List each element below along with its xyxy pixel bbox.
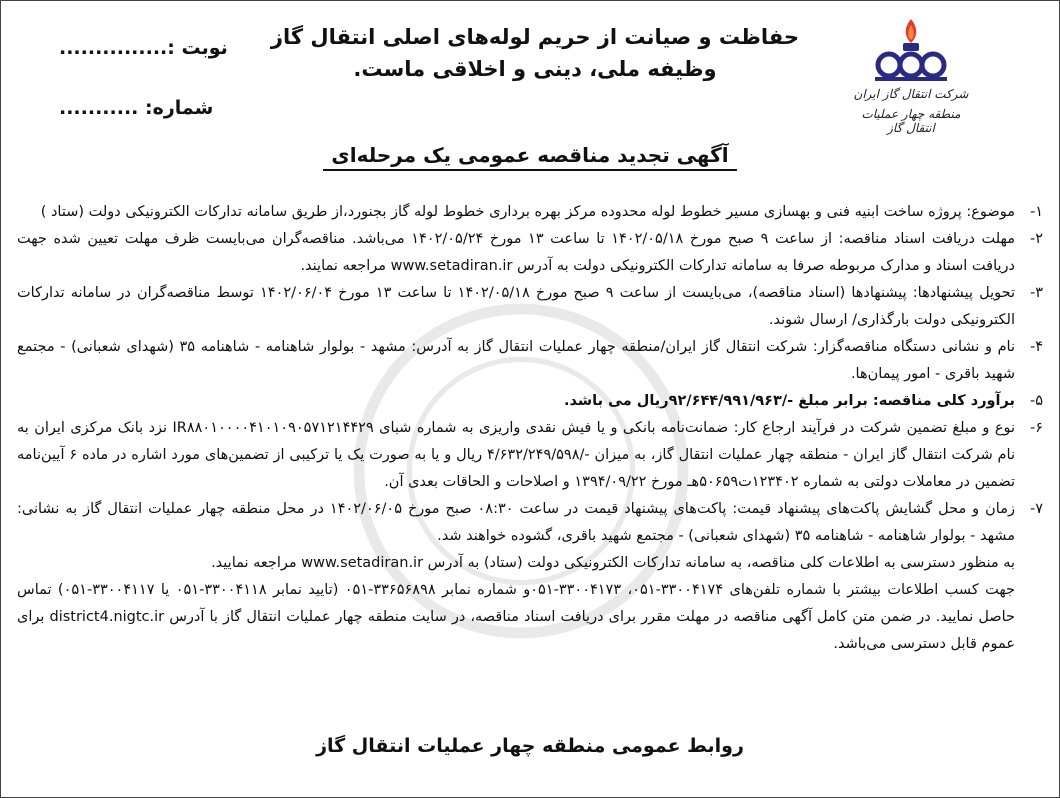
item-text: نام و نشانی دستگاه مناقصه‌گزار: شرکت انتقال گاز ایران/منطقه چهار عملیات انتقال گاز به آدرس: مشهد - بولوار شاهنامه - شاهنامه ۳۵ (شهدای شعبانی) - مجتمع شهید باقری - امور پیمان‌ها. — [17, 339, 1015, 382]
item-text: موضوع: پروژه ساخت ابنیه فنی و بهسازی مسیر خطوط لوله محدوده مرکز بهره برداری خطوط لوله گاز بجنورد،از طریق سامانه تدارکات الکترونیکی دولت (ستاد ) — [40, 204, 1015, 220]
footer-signature: روابط عمومی منطقه چهار عملیات انتقال گاز — [316, 735, 744, 757]
item-text: نوع و مبلغ تضمین شرکت در فرآیند ارجاع کار: ضمانت‌نامه بانکی و یا فیش نقدی واریزی به شماره شبای IR۸۸۰۱۰۰۰۰۴۱۰۱۰۹۰۵۷۱۲۱۴۴۲۹ نزد بانک مرکزی ایران به نام شرکت انتقال گاز ایران - منطقه چهار عملیات انتقال گاز، به میزان -/۴/۶۳۲/۲۴۹/۵۹۸ ریال و یا به صورت یک یا ترکیبی از تضمین‌های مورد اشاره در ماده ۶ آیین‌نامه تضمین در معاملات دولتی به شماره ۱۲۳۴۰۲ت۵۰۶۵۹هـ مورخ ۱۳۹۴/۰۹/۲۲ و اصلاحات و الحاقات بعدی آن. — [17, 420, 1015, 490]
list-item — [17, 226, 1043, 280]
header-title-line2: وظیفه ملی، دینی و اخلاقی ماست. — [353, 57, 717, 81]
logo-district-name: منطقه چهار عملیات انتقال گاز — [861, 107, 961, 135]
list-item — [17, 496, 1043, 550]
list-item — [17, 334, 1043, 388]
header-title-line1: حفاظت و صیانت از حریم لوله‌های اصلی انتقال گاز — [270, 25, 800, 49]
shomare-field: شماره: ........... — [59, 97, 214, 119]
item-number: ۷- — [1029, 501, 1043, 517]
item-number: ۳- — [1029, 285, 1043, 301]
item-text: تحویل پیشنهادها: پیشنهادها (اسناد مناقصه)، می‌بایست از ساعت ۹ صبح مورخ ۱۴۰۲/۰۵/۱۸ تا ساعت ۱۳ مورخ ۱۴۰۲/۰۶/۰۴ توسط مناقصه‌گران در سامانه تدارکات الکترونیکی دولت بارگذاری/ ارسال شوند. — [17, 285, 1015, 328]
notice-items — [17, 199, 1043, 658]
item-number: ۲- — [1029, 231, 1043, 247]
item-text: مهلت دریافت اسناد مناقصه: از ساعت ۹ صبح مورخ ۱۴۰۲/۰۵/۱۸ تا ساعت ۱۳ مورخ ۱۴۰۲/۰۵/۲۴ می‌باشد. مناقصه‌گران می‌بایست ظرف مهلت تعیین شده جهت دریافت اسناد و مدارک مربوطه صرفا به سامانه تدارکات الکترونیکی دولت به آدرس www.setadiran.ir مراجعه نمایند. — [17, 231, 1016, 274]
notice-title — [1, 143, 1059, 171]
item-text: زمان و محل گشایش پاکت‌های پیشنهاد قیمت: پاکت‌های پیشنهاد قیمت در ساعت ۰۸:۳۰ صبح مورخ ۱۴۰۲/۰۶/۰۵ در محل منطقه چهار عملیات انتقال گاز به نشانی: مشهد - بولوار شاهنامه - شاهنامه ۳۵ (شهدای شعبانی) - مجتمع شهید باقری، گشوده خواهند شد. — [17, 501, 1015, 544]
item-number: ۵- — [1029, 393, 1043, 409]
paragraph — [17, 550, 1043, 577]
list-item — [17, 388, 1043, 415]
item-number: ۶- — [1029, 420, 1043, 436]
nobat-field: نوبت :............... — [59, 37, 228, 59]
header-title — [251, 21, 819, 85]
paragraph-text: به منظور دسترسی به اطلاعات کلی مناقصه، به سامانه تدارکات الکترونیکی دولت (ستاد) به آدرس www.setadiran.ir مراجعه نمایید. — [211, 555, 1015, 571]
company-logo — [851, 15, 971, 133]
list-item — [17, 199, 1043, 226]
list-item — [17, 415, 1043, 496]
item-number: ۱- — [1029, 204, 1043, 220]
item-text: برآورد کلی مناقصه: برابر مبلغ -/۹۲/۶۴۴/۹۹۱/۹۶۳ریال می باشد. — [563, 393, 1015, 409]
logo-company-name: شرکت انتقال گاز ایران — [853, 87, 969, 101]
item-number: ۴- — [1029, 339, 1043, 355]
paragraph — [17, 577, 1043, 658]
list-item — [17, 280, 1043, 334]
notice-title-text: آگهی تجدید مناقصه عمومی یک مرحله‌ای — [323, 143, 736, 171]
paragraph-text: جهت کسب اطلاعات بیشتر با شماره تلفن‌های ۳۳۰۰۴۱۷۴-۰۵۱، ۳۳۰۰۴۱۷۳-۰۵۱و شماره نمابر ۳۳۶۵۶۸۹۸-۰۵۱ (تایید نمابر ۳۳۰۰۴۱۱۸-۰۵۱ یا ۳۳۰۰۴۱۱۷-۰۵۱) تماس حاصل نمایید. در ضمن متن کامل آگهی مناقصه در مهلت مقرر برای دریافت اسناد مناقصه، در سایت منطقه چهار عملیات انتقال گاز با آدرس district4.nigtc.ir برای عموم قابل دسترسی می‌باشد. — [17, 582, 1015, 652]
gas-company-emblem-icon — [851, 15, 971, 85]
